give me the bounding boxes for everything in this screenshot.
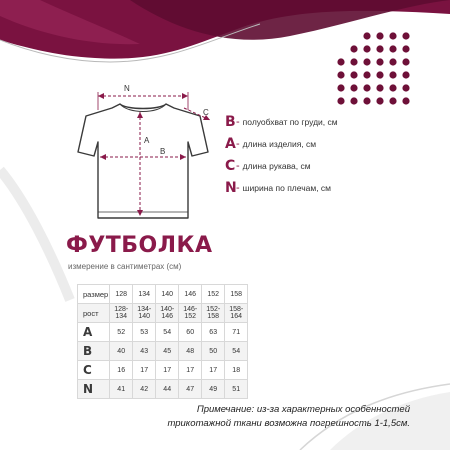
table-header-cell: 140 [156, 285, 179, 304]
table-row [78, 342, 248, 361]
table-cell: 54 [156, 323, 179, 342]
legend-item [225, 157, 425, 175]
table-cell: 128-134 [110, 304, 133, 323]
table-cell: 17 [156, 361, 179, 380]
table-cell: 71 [225, 323, 248, 342]
diagram-label-a: A [144, 136, 150, 145]
tshirt-diagram [60, 80, 230, 240]
table-cell: 140-146 [156, 304, 179, 323]
table-cell: 63 [202, 323, 225, 342]
legend-text: ширина по плечам, см [242, 183, 332, 193]
table-cell: 134-140 [133, 304, 156, 323]
table-header-cell: 128 [110, 285, 133, 304]
decoration-dot [402, 32, 409, 39]
table-row-label: N [78, 380, 110, 399]
table-row [78, 304, 248, 323]
legend-item [225, 113, 425, 131]
table-cell: 50 [202, 342, 225, 361]
table-cell: 41 [110, 380, 133, 399]
legend-dash: - [236, 160, 240, 172]
table-cell: 47 [179, 380, 202, 399]
page-title: ФУТБОЛКА [66, 233, 213, 258]
decoration-dot [402, 97, 409, 104]
decoration-dot [376, 58, 383, 65]
decoration-dot [350, 45, 357, 52]
table-cell: 17 [202, 361, 225, 380]
table-cell: 16 [110, 361, 133, 380]
decoration-dot [389, 71, 396, 78]
table-row [78, 361, 248, 380]
legend-dash: - [236, 182, 240, 194]
legend-text: длина изделия, см [242, 139, 317, 149]
decoration-dot [376, 97, 383, 104]
decoration-dot [337, 97, 344, 104]
decoration-dot [363, 97, 370, 104]
decoration-dot [376, 84, 383, 91]
size-table [77, 284, 248, 399]
decoration-dot [376, 71, 383, 78]
decoration-dot [402, 58, 409, 65]
decoration-dot [363, 84, 370, 91]
measurement-legend [225, 113, 425, 201]
table-row-label: B [78, 342, 110, 361]
tshirt-outline [78, 104, 208, 218]
legend-dash: - [236, 116, 240, 128]
table-row [78, 380, 248, 399]
decoration-dot [389, 45, 396, 52]
decoration-dot [363, 45, 370, 52]
legend-text: длина рукава, см [242, 161, 311, 171]
decoration-dot [363, 58, 370, 65]
table-cell: 40 [110, 342, 133, 361]
table-cell: 42 [133, 380, 156, 399]
table-header-cell: 134 [133, 285, 156, 304]
table-cell: 53 [133, 323, 156, 342]
diagram-label-c: C [203, 108, 209, 117]
decoration-dot [337, 71, 344, 78]
dot-grid-decoration [335, 30, 415, 110]
decoration-dot [363, 32, 370, 39]
table-header-label: размер [78, 285, 110, 304]
decoration-dot [389, 84, 396, 91]
table-cell: 60 [179, 323, 202, 342]
legend-letter: B [225, 114, 236, 130]
table-header-cell: 152 [202, 285, 225, 304]
decoration-dot [350, 97, 357, 104]
decoration-dot [363, 71, 370, 78]
decoration-dot [350, 58, 357, 65]
decoration-dot [402, 71, 409, 78]
table-cell: 17 [179, 361, 202, 380]
diagram-label-b: B [160, 147, 166, 156]
table-cell: 43 [133, 342, 156, 361]
legend-item [225, 179, 425, 197]
table-cell: 52 [110, 323, 133, 342]
decoration-dot [389, 97, 396, 104]
decoration-dot [337, 58, 344, 65]
table-row-label: A [78, 323, 110, 342]
decoration-dot [376, 32, 383, 39]
note-line: трикотажной ткани возможна погрешность 1-1,5см. [167, 418, 410, 429]
table-row [78, 323, 248, 342]
decoration-dot [337, 84, 344, 91]
legend-letter: A [225, 136, 236, 152]
table-cell: 152-158 [202, 304, 225, 323]
legend-letter: N [225, 180, 237, 196]
table-header-cell: 146 [179, 285, 202, 304]
table-cell: 51 [225, 380, 248, 399]
table-cell: 17 [133, 361, 156, 380]
note-text [150, 403, 410, 431]
legend-text: полуобхват по груди, см [242, 117, 338, 127]
decoration-dot [350, 84, 357, 91]
note-line: Примечание: из-за характерных особенностей [196, 404, 410, 415]
table-cell: 48 [179, 342, 202, 361]
table-cell: 158-164 [225, 304, 248, 323]
table-cell: 44 [156, 380, 179, 399]
legend-letter: C [225, 158, 236, 174]
diagram-label-n: N [124, 84, 130, 93]
table-row-label: рост [78, 304, 110, 323]
table-header-row [78, 285, 248, 304]
legend-item [225, 135, 425, 153]
decoration-dot [389, 58, 396, 65]
table-row-label: C [78, 361, 110, 380]
table-cell: 18 [225, 361, 248, 380]
table-cell: 54 [225, 342, 248, 361]
page-subtitle: измерение в сантиметрах (см) [68, 262, 182, 271]
table-cell: 146-152 [179, 304, 202, 323]
legend-dash: - [236, 138, 240, 150]
table-cell: 49 [202, 380, 225, 399]
decoration-dot [402, 45, 409, 52]
decoration-dot [350, 71, 357, 78]
decoration-dot [402, 84, 409, 91]
decoration-dot [389, 32, 396, 39]
table-cell: 45 [156, 342, 179, 361]
table-header-cell: 158 [225, 285, 248, 304]
decoration-dot [376, 45, 383, 52]
